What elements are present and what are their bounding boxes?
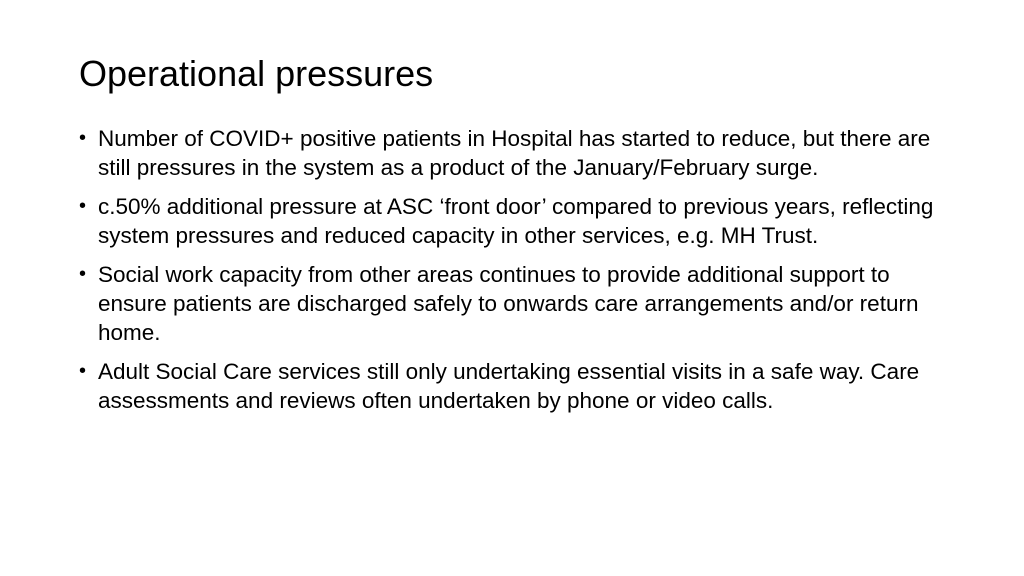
bullet-dot-icon: • bbox=[79, 195, 87, 217]
bullet-text: c.50% additional pressure at ASC ‘front door’ compared to previous years, reflecting system pressures and reduced capacity in other services, e.g. MH Trust. bbox=[98, 194, 934, 248]
bullet-item bbox=[79, 357, 949, 415]
bullet-dot-icon: • bbox=[79, 127, 87, 149]
slide-title: Operational pressures bbox=[79, 53, 434, 94]
bullet-item bbox=[79, 260, 949, 347]
bullet-text: Adult Social Care services still only undertaking essential visits in a safe way. Care assessments and reviews often undertaken by phone or video calls. bbox=[98, 359, 920, 413]
bullet-item bbox=[79, 192, 949, 250]
bullet-dot-icon: • bbox=[79, 360, 87, 382]
bullet-dot-icon: • bbox=[79, 263, 87, 285]
bullet-list bbox=[79, 124, 949, 425]
bullet-text: Number of COVID+ positive patients in Hospital has started to reduce, but there are still pressures in the system as a product of the January/February surge. bbox=[98, 126, 931, 180]
bullet-item bbox=[79, 124, 949, 182]
bullet-text: Social work capacity from other areas continues to provide additional support to ensure patients are discharged safely to onwards care arrangements and/or return home. bbox=[98, 262, 919, 345]
